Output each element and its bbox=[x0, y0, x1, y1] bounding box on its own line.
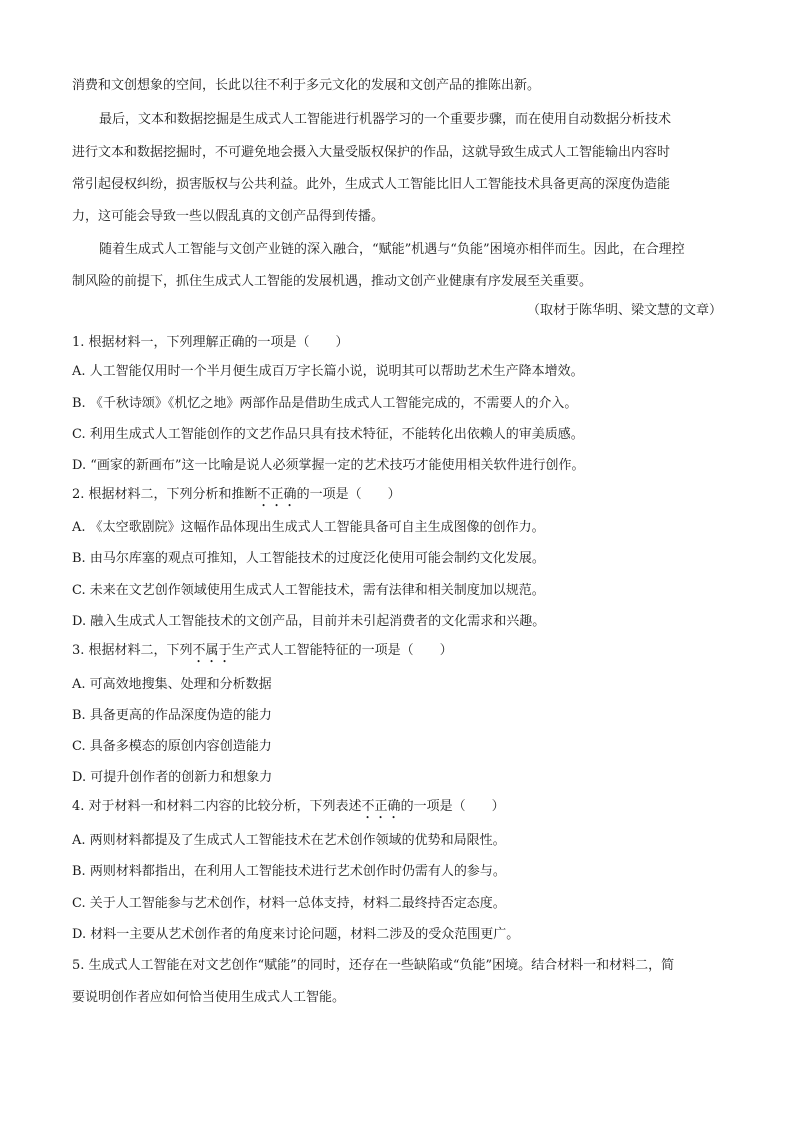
stem-text: 2. 根据材料二，下列分析和推断 bbox=[72, 487, 258, 502]
option-item: B. 两则材料都指出，在利用人工智能技术进行艺术创作时仍需有人的参与。 bbox=[72, 864, 506, 879]
question-stem bbox=[72, 642, 732, 666]
emphasis-text: 不属于 bbox=[192, 643, 232, 658]
option-item: A. 两则材料都提及了生成式人工智能技术在艺术创作领域的优势和局限性。 bbox=[72, 833, 506, 848]
option-item: C. 未来在文艺创作领域使用生成式人工智能技术，需有法律和相关制度加以规范。 bbox=[72, 583, 545, 598]
option-item: B. 由马尔库塞的观点可推知，人工智能技术的过度泛化使用可能会制约文化发展。 bbox=[72, 551, 545, 566]
question-stem: 1. 根据材料一，下列理解正确的一项是（ ） bbox=[72, 335, 349, 350]
stem-text: 3. 根据材料二，下列 bbox=[72, 643, 193, 658]
passage-line: 制风险的前提下，抓住生成式人工智能的发展机遇，推动文创产业健康有序发展至关重要。 bbox=[72, 274, 593, 289]
passage-line: 最后，文本和数据挖掘是生成式人工智能进行机器学习的一个重要步骤，而在使用自动数据分析技术 bbox=[99, 112, 672, 127]
option-item: C. 具备多模态的原创内容创造能力 bbox=[72, 739, 272, 754]
option-item: D. 材料一主要从艺术创作者的角度来讨论问题，材料二涉及的受众范围更广。 bbox=[72, 927, 520, 942]
option-item: D. “画家的新画布”这一比喻是说人必须掌握一定的艺术技巧才能使用相关软件进行创作。 bbox=[72, 458, 585, 473]
stem-text: 的一项是（ ） bbox=[296, 487, 401, 502]
question-stem bbox=[72, 486, 732, 510]
option-item: A. 可高效地搜集、处理和分析数据 bbox=[72, 677, 272, 692]
question-stem: 5. 生成式人工智能在对文艺创作“赋能”的同时，还存在一些缺陷或“负能”困境。结合材料一和材料二，简 bbox=[72, 958, 675, 973]
stem-text: 4. 对于材料一和材料二内容的比较分析，下列表述 bbox=[72, 799, 362, 814]
passage-source: （取材于陈华明、梁文慧的文章） bbox=[526, 303, 722, 318]
option-item: A. 《太空歌剧院》这幅作品体现出生成式人工智能具备可自主生成图像的创作力。 bbox=[72, 520, 545, 535]
passage-line: 随着生成式人工智能与文创产业链的深入融合，“赋能”机遇与“负能”困境亦相伴而生。因此，在合理控 bbox=[99, 242, 685, 257]
option-item: C. 关于人工智能参与艺术创作，材料一总体支持，材料二最终持否定态度。 bbox=[72, 896, 506, 911]
option-item: B. 具备更高的作品深度伪造的能力 bbox=[72, 708, 272, 723]
passage-line: 常引起侵权纠纷，损害版权与公共利益。此外，生成式人工智能比旧人工智能技术具备更高的深度伪造能 bbox=[72, 177, 671, 192]
question-stem-cont: 要说明创作者应如何恰当使用生成式人工智能。 bbox=[72, 990, 346, 1005]
option-item: C. 利用生成式人工智能创作的文艺作品只具有技术特征，不能转化出依赖人的审美质感。 bbox=[72, 427, 584, 442]
option-item: B. 《千秋诗颂》《机忆之地》两部作品是借助生成式人工智能完成的，不需要人的介入。 bbox=[72, 396, 578, 411]
option-item: D. 可提升创作者的创新力和想象力 bbox=[72, 770, 273, 785]
emphasis-text: 不正确 bbox=[257, 487, 297, 502]
stem-text: 的一项是（ ） bbox=[400, 799, 505, 814]
emphasis-text: 不正确 bbox=[361, 799, 401, 814]
passage-line: 进行文本和数据挖掘时，不可避免地会摄入大量受版权保护的作品，这就导致生成式人工智能输出内容时 bbox=[72, 145, 671, 160]
question-stem bbox=[72, 798, 732, 822]
passage-line: 力，这可能会导致一些以假乱真的文创产品得到传播。 bbox=[72, 209, 385, 224]
option-item: D. 融入生成式人工智能技术的文创产品，目前并未引起消费者的文化需求和兴趣。 bbox=[72, 614, 546, 629]
stem-text: 生产式人工智能特征的一项是（ ） bbox=[231, 643, 453, 658]
option-item: A. 人工智能仅用时一个半月便生成百万字长篇小说，说明其可以帮助艺术生产降本增效。 bbox=[72, 364, 584, 379]
passage-line: 消费和文创想象的空间，长此以往不利于多元文化的发展和文创产品的推陈出新。 bbox=[72, 78, 541, 93]
